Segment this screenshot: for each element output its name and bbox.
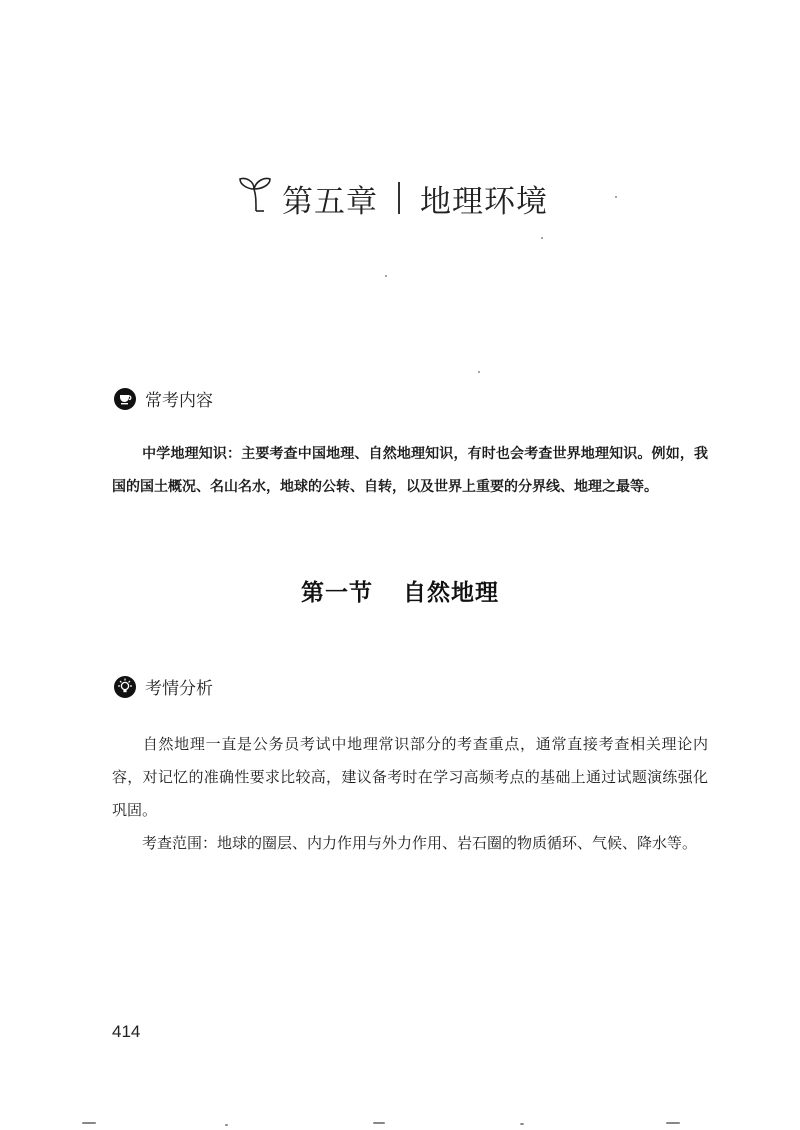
section-title <box>0 574 800 607</box>
scan-speck <box>225 1124 228 1126</box>
frequent-content-heading <box>113 386 213 411</box>
chapter-title <box>234 168 548 228</box>
analysis-heading <box>113 674 213 699</box>
scan-speck <box>541 237 543 239</box>
analysis-paragraph-2: 考查范围：地球的圈层、内力作用与外力作用、岩石圈的物质循环、气候、降水等。 <box>142 834 698 852</box>
scan-speck <box>385 275 387 277</box>
scan-speck <box>520 1123 524 1125</box>
scan-speck <box>615 196 617 198</box>
scan-speck <box>82 1122 96 1124</box>
chapter-subtitle: 地理环境 <box>420 183 548 220</box>
section-number: 第一节 <box>301 580 373 606</box>
analysis-paragraph-1: 自然地理一直是公务员考试中地理常识部分的考查重点，通常直接考查相关理论内容，对记忆的准确性要求比较高，建议备考时在学习高频考点的基础上通过试题演练强化巩固。 <box>112 735 708 819</box>
page-number: 414 <box>112 1022 141 1041</box>
sprout-icon <box>234 171 278 215</box>
analysis-heading-text: 考情分析 <box>145 679 213 699</box>
frequent-content-paragraph: 中学地理知识：主要考查中国地理、自然地理知识，有时也会考查世界地理知识。例如，我国的国土概况、名山名水，地球的公转、自转，以及世界上重要的分界线、地理之最等。 <box>112 446 708 495</box>
scan-speck <box>373 1122 385 1124</box>
scan-speck <box>478 371 480 373</box>
chapter-number: 第五章 <box>282 183 378 220</box>
chapter-separator <box>398 182 400 214</box>
scan-speck <box>666 1122 680 1124</box>
lightbulb-icon <box>113 675 137 699</box>
section-name: 自然地理 <box>403 580 499 606</box>
cup-icon <box>113 387 137 411</box>
frequent-content-heading-text: 常考内容 <box>145 391 213 411</box>
